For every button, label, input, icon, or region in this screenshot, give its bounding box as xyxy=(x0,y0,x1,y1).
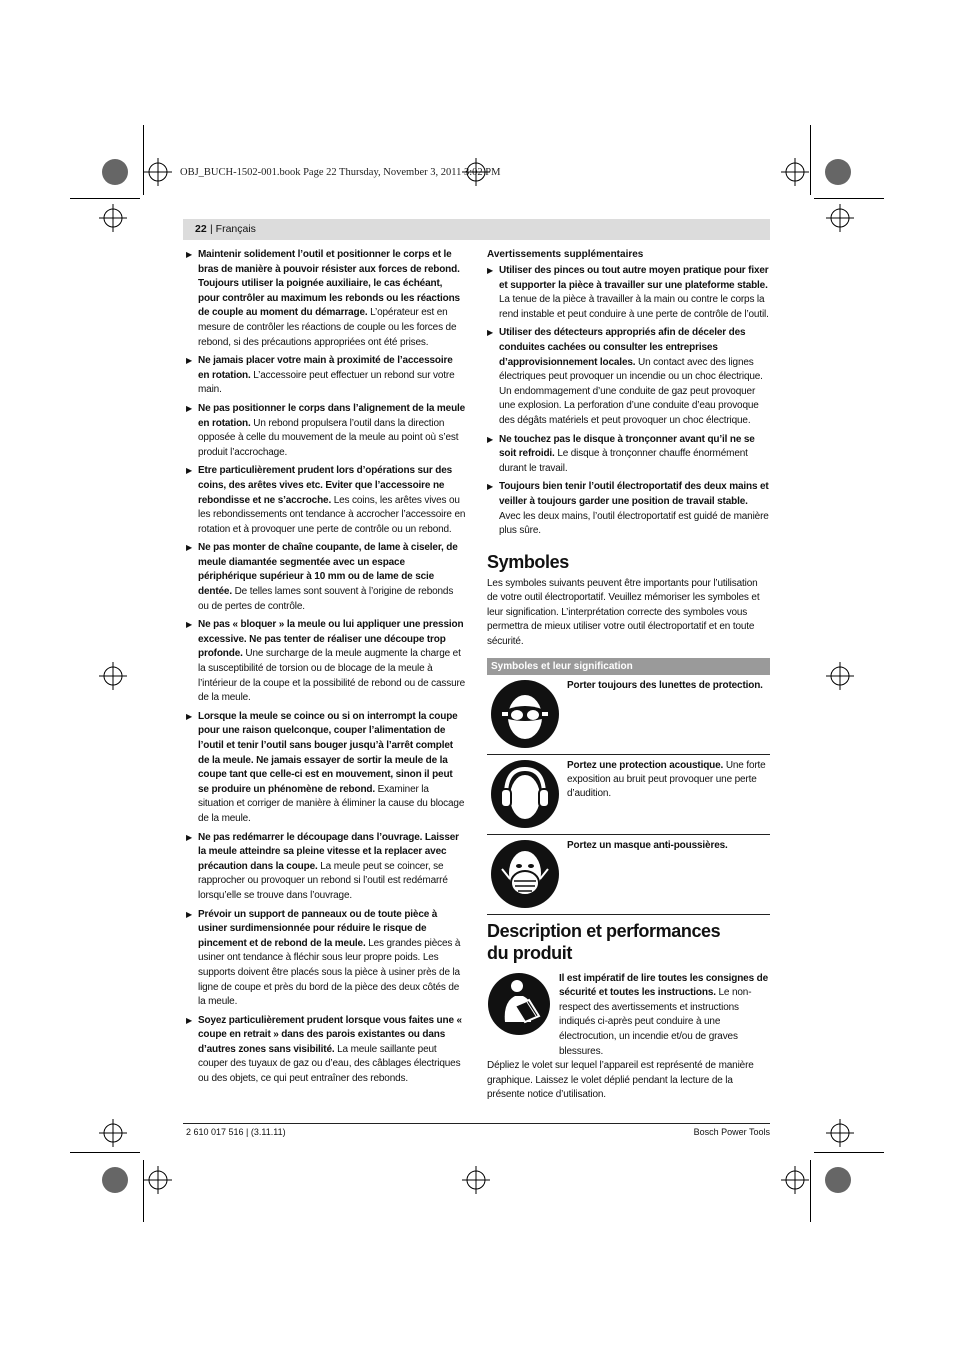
warning-bold: Etre particulièrement prudent lors d’opérations sur des coins, des arêtes vives etc. Eviter que l’accessoire ne rebondisse et ne s’accroche. xyxy=(198,465,453,506)
symbol-row xyxy=(487,755,770,835)
warning-bold: Ne pas positionner le corps dans l’alignement de la meule en rotation. xyxy=(198,402,466,429)
symbols-table-header: Symboles et leur signification xyxy=(487,658,770,675)
warning-item xyxy=(487,264,770,322)
extra-warnings-list xyxy=(487,264,770,539)
ear-protection-icon xyxy=(490,759,560,829)
read-manual-bold: Il est impératif de lire toutes les consignes de sécurité et toutes les instructions. xyxy=(559,972,768,999)
warning-item xyxy=(186,831,466,904)
dust-mask-icon xyxy=(490,839,560,909)
symbol-text-bold: Porter toujours des lunettes de protection. xyxy=(567,679,763,691)
page-number: 22 xyxy=(195,223,207,235)
left-column xyxy=(186,248,466,1091)
print-info: OBJ_BUCH-1502-001.book Page 22 Thursday, November 3, 2011 3:02 PM xyxy=(180,167,501,178)
warning-item xyxy=(186,710,466,827)
warning-item xyxy=(186,402,466,460)
warning-text: Une surcharge de la meule augmente la charge et la susceptibilité de torsion ou de blocage de la meule à l’intérieur de la coupe et la possibilité de rebond ou de cassure de la meule. xyxy=(198,648,466,704)
warning-text: De telles lames sont souvent à l’origine de rebonds ou de pertes de contrôle. xyxy=(198,586,454,612)
warning-text: L’opérateur est en mesure de contrôler les réactions de couple ou les forces de rebond, si des précautions appropriées ont été prises. xyxy=(198,307,457,348)
footer-brand: Bosch Power Tools xyxy=(693,1127,770,1137)
warning-item xyxy=(186,541,466,614)
warning-bold: Ne jamais placer votre main à proximité de l’accessoire en rotation. xyxy=(198,355,453,381)
right-column xyxy=(487,248,770,1103)
symbols-intro: Les symboles suivants peuvent être importants pour l’utilisation de votre outil électroportatif. Veuillez mémoriser les symboles et leur signification. L’interprétation correcte des symboles vous permettra de mieux utiliser votre outil électroportatif et en toute sécurité. xyxy=(487,577,760,648)
warning-bold: Ne pas redémarrer le découpage dans l’ouvrage. Laisser la meule atteindre sa pleine vitesse et la replacer avec précaution dans la coupe. xyxy=(198,831,459,872)
warning-bold: Maintenir solidement l’outil et positionner le corps et le bras de manière à pouvoir résister aux forces de rebond. Toujours utiliser la poignée auxiliaire, le cas échéant, pour contrôler au maximum les rebonds ou les réactions de couple au moment du démarrage. xyxy=(198,249,460,319)
warning-item xyxy=(186,248,466,350)
warning-item xyxy=(186,618,466,706)
warning-item xyxy=(186,354,466,398)
symbol-row xyxy=(487,835,770,915)
warning-item xyxy=(487,326,770,428)
warning-bold: Toujours bien tenir l’outil électroportatif des deux mains et veiller à toujours garder une position de travail stable. xyxy=(499,481,769,507)
warning-text: Un rebond propulsera l’outil dans la direction opposée à celle du mouvement de la meule au point où s’est produit l’accrochage. xyxy=(198,417,459,458)
symbols-title: Symboles xyxy=(487,551,569,572)
warning-text: Les coins, les arêtes vives ou les rebondissements ont tendance à accrocher l’accessoire en rotation et à provoquer une perte de contrôle ou un rebond. xyxy=(198,494,466,535)
footer-doc-number: 2 610 017 516 | (3.11.11) xyxy=(186,1127,286,1137)
footer-rule xyxy=(183,1123,770,1124)
safety-glasses-icon xyxy=(490,679,560,749)
warning-text: La tenue de la pièce à travailler à la main ou contre le corps la rend instable et peut conduire à une perte de contrôle de l’outil. xyxy=(499,294,769,320)
warning-text: Examiner la situation et corriger de manière à éliminer la cause du blocage de la meule. xyxy=(198,783,465,824)
warning-bold: Ne touchez pas le disque à tronçonner avant qu’il ne se soit refroidi. xyxy=(499,433,755,460)
header-language: | Français xyxy=(210,223,256,235)
warning-bold: Utiliser des pinces ou tout autre moyen pratique pour fixer et supporter la pièce à travailler sur une plateforme stable. xyxy=(499,265,769,291)
symbol-text-bold: Portez un masque anti-poussières. xyxy=(567,839,728,851)
warning-item xyxy=(186,1014,466,1087)
symbol-text: Une forte exposition au bruit peut provoquer une perte d’audition. xyxy=(567,759,766,799)
warning-bold: Utiliser des détecteurs appropriés afin de déceler des conduites cachées ou consulter les entreprises d’approvisionnement locales. xyxy=(499,327,746,368)
warning-bold: Prévoir un support de panneaux ou de toute pièce à usiner surdimensionnée pour réduire le risque de pincement et de rebond de la meule. xyxy=(198,908,438,949)
warning-item xyxy=(186,464,466,537)
page-header xyxy=(183,219,770,240)
extra-warnings-title: Avertissements supplémentaires xyxy=(487,249,644,260)
warning-bold: Lorsque la meule se coince ou si on interrompt la coupe pour une raison quelconque, couper l’alimentation de l’outil et tenir l’outil sans bouger jusqu’à l’arrêt complet de la meule. Ne jamais essayer de sortir la meule de la coupe tant que celle-ci est en mouvement, sinon il peut se produire un phénomène de rebond. xyxy=(198,710,458,795)
warning-text: Un contact avec des lignes électriques peut provoquer un incendie ou un choc électrique. Un endommagement d’une conduite de gaz peut provoquer une explosion. La perforation d’une conduite d’eau provoque des dégâts matériels et peut provoquer un choc électrique. xyxy=(499,356,763,426)
warning-text: Avec les deux mains, l’outil électroportatif est guidé de manière plus sûre. xyxy=(499,510,769,537)
warning-text: La meule peut se coincer, se rapprocher ou provoquer un rebond si l’outil est redémarré lorsqu’elle se trouve dans l’ouvrage. xyxy=(198,860,448,901)
warning-bold: Soyez particulièrement prudent lorsque vous faites une « coupe en retrait » dans des parois existantes ou dans d’autres zones sans visibilité. xyxy=(198,1014,462,1055)
description-title: Description et performances du produit xyxy=(487,920,721,963)
warning-item xyxy=(487,480,770,538)
warning-text: La meule saillante peut couper des tuyaux de gaz ou d’eau, des câblages électriques ou des objets, ce qui peut entraîner des rebonds. xyxy=(198,1043,461,1085)
symbol-text-bold: Portez une protection acoustique. xyxy=(567,759,724,771)
warning-item xyxy=(487,433,770,477)
foldout-note: Dépliez le volet sur lequel l’appareil est représenté de manière graphique. Laissez le volet déplié pendant la lecture de la présente notice d’utilisation. xyxy=(487,1060,754,1101)
read-manual-icon xyxy=(487,972,551,1036)
warning-text: Les grandes pièces à usiner ont tendance à fléchir sous leur propre poids. Les supports doivent être placés sous la pièce à usiner près de la ligne de coupe et près du bord de la pièce des deux côtés de la meule. xyxy=(198,937,461,1008)
warning-bold: Ne pas monter de chaîne coupante, de lame à ciseler, de meule diamantée segmentée avec un espace périphérique supérieur à 10 mm ou de lame de scie dentée. xyxy=(198,542,458,598)
warning-text: Le disque à tronçonner chauffe énormément durant le travail. xyxy=(499,448,748,474)
read-manual-block xyxy=(487,972,770,1060)
symbol-row xyxy=(487,675,770,755)
read-manual-text: Le non-respect des avertissements et instructions indiqués ci-après peut conduire à une électrocution, un incendie et/ou de graves blessures. xyxy=(559,987,752,1057)
warning-text: L’accessoire peut effectuer un rebond sur votre main. xyxy=(198,369,455,396)
warning-item xyxy=(186,908,466,1010)
warning-bold: Ne pas « bloquer » la meule ou lui appliquer une pression excessive. Ne pas tenter de réaliser une découpe trop profonde. xyxy=(198,619,464,660)
